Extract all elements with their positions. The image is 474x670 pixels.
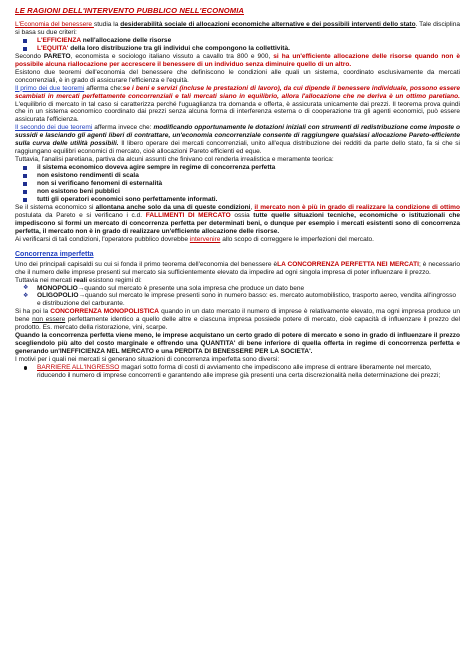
text-bold: reali [73,276,88,284]
text: ossia [230,211,254,219]
text: . Tale disciplina si basa su due criteri: [15,21,460,36]
list-item [15,45,460,53]
term-secondo-teorema: Il secondo dei due teoremi [15,124,93,132]
list-item [15,196,460,204]
square-bullet-icon [23,39,27,43]
text: quando in un dato mercato il numero di imprese è relativamente elevato, ma ogni impresa produce un bene [15,308,460,324]
text: , [250,203,255,211]
page-title: LE RAGIONI DELL'INTERVENTO PUBBLICO NELL'ECONOMIA [15,6,245,15]
paragraph-mercati-reali [15,277,460,285]
text: studia la [93,21,121,28]
term-primo-teorema: Il primo dei due teoremi [15,84,85,92]
term-fallimenti-mercato: FALLIMENTI DI MERCATO [145,211,231,219]
text: Tuttavia, l'analisi paretiana, partiva da alcuni assunti che finivano col renderla irrealistica e meramente teorica: [15,156,334,164]
text: ; è necessario che il numero delle imprese presenti sul mercato sia sufficientemente elevato da impedire ad ogni singola impresa di poter influenzare il prezzo. [15,260,460,276]
square-bullet-icon [23,174,27,178]
text: magari sotto forma di costi di avviamento che impediscono alle imprese di entrare liberamente nel mercato, riducendo il numero di imprese concorrenti e garantendo alle imprese già presenti una certa discrezionalità nella determinazione dei prezzi; [37,364,441,379]
assumption-text: non esistono beni pubblici [37,188,120,196]
pareto-definition: si ha un'efficiente allocazione delle risorse quando non è possibile alcuna riallocazione per accrescere il benessere di un individuo senza diminuire quello di un altro. [15,52,460,68]
text-bold: allontana anche solo da una di queste condizioni [95,203,251,211]
text: perfettamente identico a quello delle altre e ciascuna impresa possiede potere di mercato, cioè capacità di influenzare il prezzo del prodotto. Es. mercato della ristorazione, vini, scarpe. [15,316,460,332]
list-item [15,364,460,380]
criterion-label: L'EQUITA' [37,44,69,52]
text: , economista e sociologo italiano vissuto a cavallo tra 800 e 900, [70,52,274,60]
paragraph-motivi [15,356,460,364]
paragraph-primo-teorema [15,85,460,125]
text: Tuttavia nei mercati [15,276,74,284]
term-economia-benessere: L'Economia del benessere [15,21,94,28]
text-bold: Quando la concorrenza perfetta viene meno, le imprese acquistano un certo grado di potere di mercato e sono in grado di influenzare il prezzo scegliendolo più alto del costo marginale e offrendo una QUANTITA' di bene inferiore di quella offerta in regime di concorrenza perfetta e generando un'INEFFICIENZA NEL MERCATO e una PERDITA DI BENESSERE PER LA SOCIETA'. [15,332,460,356]
paragraph-economia-benessere [15,21,460,37]
text: Uno dei principali capisaldi su cui si fonda il primo teorema dell'economia del benessere è [15,260,278,268]
text: postulata da Pareto e si verificano i c.d. [15,211,146,219]
text: Il libero operare dei mercati concorrenziali, unito all'equa distribuzione dei redditi da parte dello stato, fa si che si raggiungano equilibri economici di mercato, cioè allocazioni Pareto efficienti ed eque. [15,140,460,156]
square-bullet-icon [23,47,27,51]
criterion-text: della loro distribuzione tra gli individui che compongono la collettività. [68,44,290,52]
list-item [15,164,460,172]
list-item [15,37,460,45]
square-bullet-icon [23,190,27,194]
paragraph-intervento [15,236,460,244]
paragraph-secondo-teorema [15,124,460,156]
text: allo scopo di correggere le imperfezioni del mercato. [220,235,374,243]
text-bold: desiderabilità sociale di allocazioni economiche alternative e dei possibili interventi dello stato [120,21,416,28]
text: L'equilibrio di mercato in tal caso si caratterizza perché l'uguaglianza tra domanda e offerta, è assicurata unicamente dai prezzi. Il teorema prova quindi che in un sistema economico coordinato dai prezzi senza alcuna forma di interferenza esterna o di cooperazione tra gli agenti economici, può essere assicurata l'efficienza. [15,100,460,124]
regimes-list [15,285,460,309]
text-bold: PARETO [43,52,71,60]
assumption-text: non esistono rendimenti di scala [37,172,139,180]
fallimenti-definition: tutte quelle situazioni tecniche, economiche o istituzionali che impediscono si formi un mercato di concorrenza perfetta per determinati beni, o dunque per esempio i mercati esistenti sono di concorrenza perfetta, il mercato non è in grado di realizzare un'efficiente allocazione delle risorse. [15,211,460,235]
paragraph-potere-mercato [15,332,460,356]
paragraph-fallimenti [15,204,460,236]
secondo-teorema-statement: modificando opportunamente le dotazioni iniziali con strumenti di redistribuzione come imposte o sussidi e lasciando gli agenti liberi di contrattare, un'economia concorrenziale consente di raggiungere qualsiasi allocazione Pareto-efficiente sulla curva delle utilità possibili. [15,124,461,148]
criterion-label: L'EFFICIENZA [37,36,81,44]
assumption-text: tutti gli operatori economici sono perfettamente informati. [37,195,218,203]
text: Se il sistema economico si [15,203,96,211]
text: I motivi per i quali nei mercati si generano situazioni di concorrenza imperfetta sono diversi: [15,356,280,364]
list-item [15,180,460,188]
text: Ai verificarsi di tali condizioni, l'operatore pubblico dovrebbe [15,235,190,243]
list-item [15,285,460,293]
assumption-text: non si verificano fenomeni di esternalità [37,180,163,188]
text-underline: non essere [32,316,66,324]
paragraph-teoremi [15,69,460,85]
term-concorrenza-monopolistica: CONCORRENZA MONOPOLISTICA [50,308,160,316]
diamond-bullet-icon: ❖ [23,285,29,292]
term-intervenire: intervenire [189,235,221,243]
section-heading: Concorrenza imperfetta [15,250,94,258]
regime-label: MONOPOLIO [37,284,78,292]
square-bullet-icon [23,198,27,202]
regime-text: →quando sul mercato le imprese presenti sono in numero basso: es. mercato automobilistico, trasporto aereo, vendita all'ingrosso e distribuzione del carburante. [37,292,456,308]
list-item [15,188,460,196]
text: esistono regimi di: [87,276,142,284]
assumptions-list [15,164,460,204]
square-bullet-icon [23,166,27,170]
primo-teorema-statement: se i beni e servizi (incluse le prestazioni di lavoro), da cui dipende il benessere individuale, possono essere scambiati in mercati perfettamente concorrenziali e tali mercati siano in equilibrio, allora l'allocazione che ne deriva è un ottimo paretiano. [15,84,460,100]
text: afferma che: [84,84,123,92]
paragraph-concorrenza-monopolistica [15,308,460,332]
text: Si ha poi la [15,308,51,316]
list-item [15,172,460,180]
term-barriere-ingresso: BARRIERE ALL'INGRESSO [37,364,120,372]
text: afferma invece che: [92,124,154,132]
paragraph-analisi-paretiana [15,156,460,164]
paragraph-pareto [15,53,460,69]
text-red: il mercato non è più in grado di realizzare la condizione di ottimo [254,203,460,211]
regime-label: OLIGOPOLIO [37,292,79,300]
diamond-bullet-icon: ❖ [23,293,29,300]
paragraph-concorrenza-perfetta [15,261,460,277]
text: Esistono due teoremi dell'economia del benessere che definiscono le condizioni alle quali un sistema, coordinato esclusivamente da mercati concorrenziali, è in grado di assicurare l'efficienza e l'equità. [15,68,460,84]
list-item [15,292,460,308]
assumption-text: il sistema economico doveva agire sempre in regime di concorrenza perfetta [37,164,276,172]
criteria-list [15,37,460,53]
square-bullet-icon [23,182,27,186]
motivi-list [15,364,460,380]
criterion-text: nell'allocazione delle risorse [80,36,172,44]
term-concorrenza-perfetta: LA CONCORRENZA PERFETTA NEI MERCATI [277,260,419,268]
circle-bullet-icon [24,366,27,369]
text: Secondo [15,52,44,60]
regime-text: →quando sul mercato è presente una sola impresa che produce un dato bene [77,284,305,292]
